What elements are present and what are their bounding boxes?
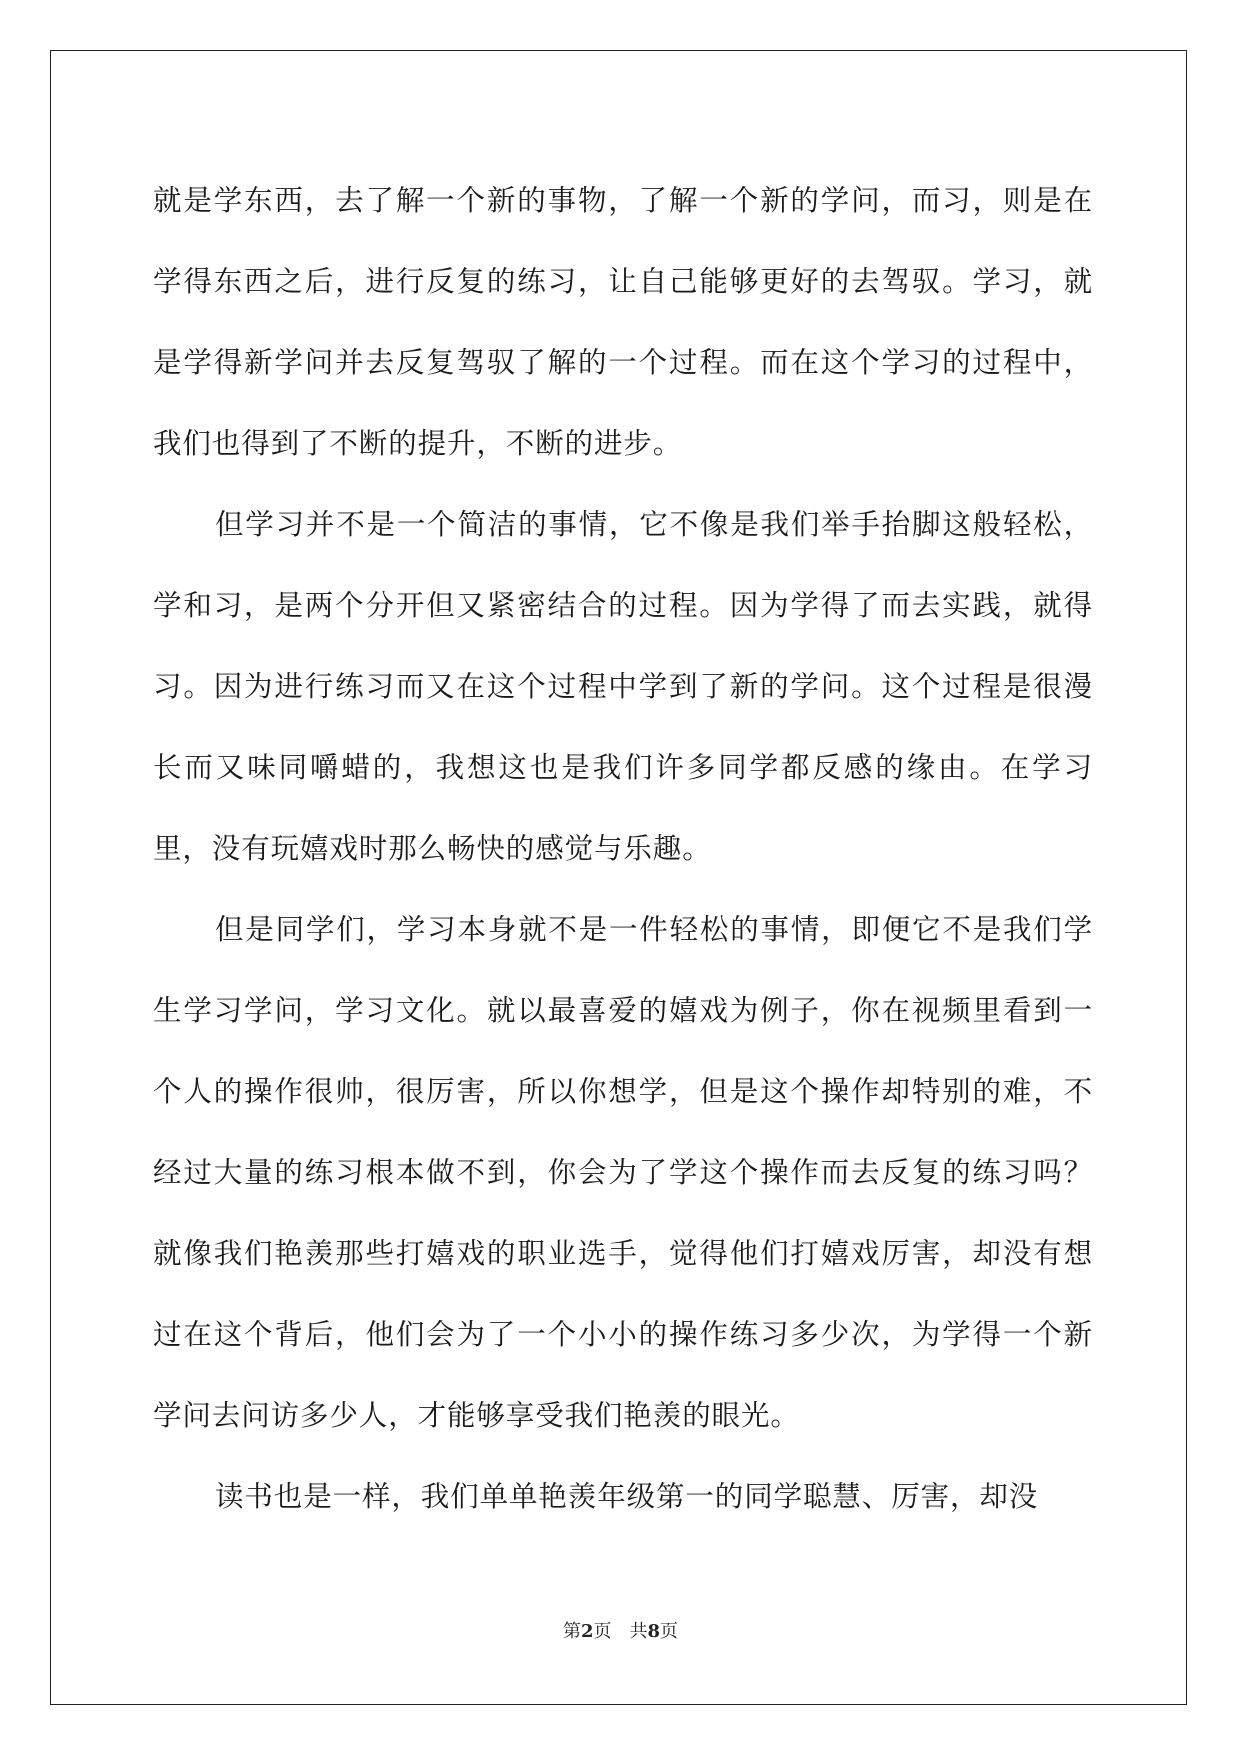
footer-page-suffix: 页	[593, 1621, 612, 1642]
footer-page-prefix: 第	[562, 1621, 581, 1642]
footer-total-pages: 8	[647, 1621, 661, 1642]
footer-page-number: 2	[580, 1621, 594, 1642]
paragraph: 就是学东西，去了解一个新的事物，了解一个新的学问，而习，则是在学得东西之后，进行反复的练习，让自己能够更好的去驾驭。学习，就是学得新学问并去反复驾驭了解的一个过程。而在这个学习的过程中，我们也得到了不断的提升，不断的进步。	[153, 184, 1093, 460]
document-body	[153, 160, 1093, 1537]
page-footer	[0, 1617, 1241, 1643]
paragraph: 读书也是一样，我们单单艳羡年级第一的同学聪慧、厉害，却没	[215, 1480, 1039, 1513]
paragraph: 但学习并不是一个简洁的事情，它不像是我们举手抬脚这般轻松，学和习，是两个分开但又紧密结合的过程。因为学得了而去实践，就得习。因为进行练习而又在这个过程中学到了新的学问。这个过程是很漫长而又味同嚼蜡的，我想这也是我们许多同学都反感的缘由。在学习里，没有玩嬉戏时那么畅快的感觉与乐趣。	[153, 508, 1093, 865]
footer-total-prefix: 共	[629, 1621, 648, 1642]
footer-total-suffix: 页	[660, 1621, 679, 1642]
paragraph: 但是同学们，学习本身就不是一件轻松的事情，即便它不是我们学生学习学问，学习文化。就以最喜爱的嬉戏为例子，你在视频里看到一个人的操作很帅，很厉害，所以你想学，但是这个操作却特别的难，不经过大量的练习根本做不到，你会为了学这个操作而去反复的练习吗？就像我们艳羡那些打嬉戏的职业选手，觉得他们打嬉戏厉害，却没有想过在这个背后，他们会为了一个小小的操作练习多少次，为学得一个新学问去问访多少人，才能够享受我们艳羡的眼光。	[153, 913, 1093, 1432]
